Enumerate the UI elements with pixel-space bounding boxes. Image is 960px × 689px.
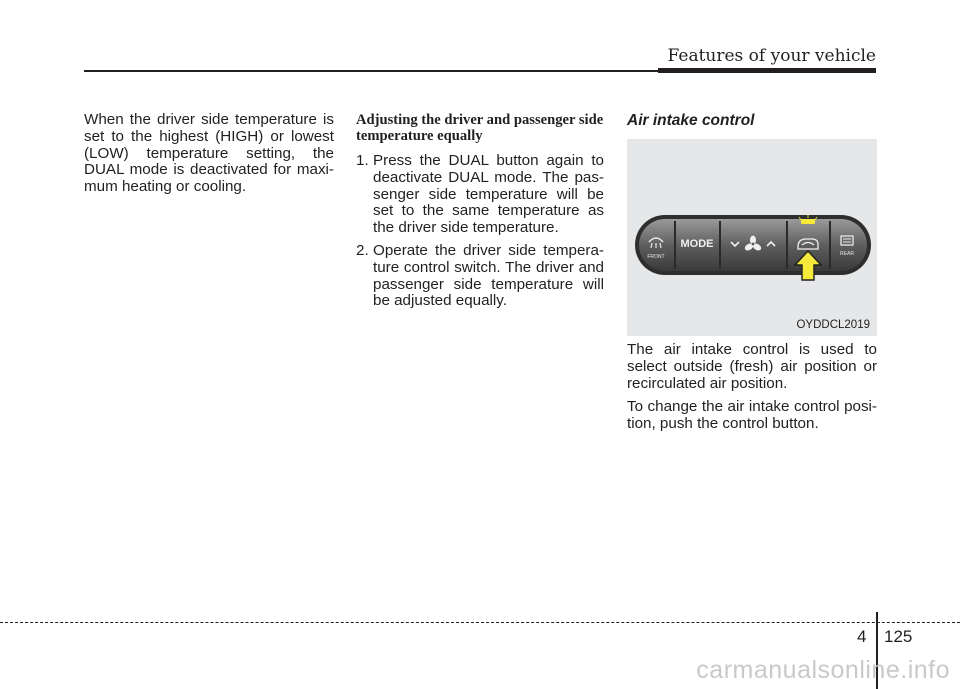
step-text: Operate the driver side tempera-ture control switch. The driver and passenger side temperature will be adjusted equally. bbox=[373, 241, 604, 310]
page-number: 125 bbox=[884, 627, 913, 646]
column-3-body bbox=[627, 342, 877, 440]
front-label: FRONT bbox=[647, 254, 665, 260]
mode-button[interactable] bbox=[681, 238, 714, 250]
step-number: 1. bbox=[356, 152, 369, 169]
running-header: Features of your vehicle bbox=[667, 46, 876, 66]
instruction-list bbox=[356, 153, 604, 310]
list-item bbox=[356, 243, 604, 310]
air-intake-description: The air intake control is used to select outside (fresh) air position or recirculated air position. bbox=[627, 341, 877, 392]
figure-code: OYDDCL2019 bbox=[796, 319, 870, 331]
rear-label: REAR bbox=[840, 251, 854, 257]
dual-mode-paragraph: When the driver side temperature is set to the highest (HIGH) or lowest (LOW) temperature setting, the DUAL mode is deactivated for maxi-mum heating or cooling. bbox=[84, 111, 334, 196]
header-rule-accent bbox=[658, 68, 876, 73]
step-text: Press the DUAL button again to deactivate DUAL mode. The pas-senger side temperature will be set to the same temperature as the driver side temperature. bbox=[373, 152, 604, 237]
control-panel-figure bbox=[627, 139, 877, 336]
column-1 bbox=[84, 112, 334, 196]
step-number: 2. bbox=[356, 241, 369, 259]
watermark: carmanualsonline.info bbox=[696, 656, 950, 684]
column-2 bbox=[356, 112, 604, 316]
subheading-equal-temperature: Adjusting the driver and passenger side temperature equally bbox=[356, 112, 604, 144]
mode-label: MODE bbox=[680, 238, 714, 250]
air-intake-instruction: To change the air intake control posi-tion, push the control button. bbox=[627, 398, 877, 433]
indicator-light bbox=[801, 219, 815, 224]
section-title: Air intake control bbox=[627, 112, 755, 129]
list-item bbox=[356, 153, 604, 237]
section-number: 4 bbox=[857, 627, 867, 646]
footer-rule bbox=[0, 622, 960, 623]
column-3-heading bbox=[627, 112, 877, 130]
climate-control-panel-illustration bbox=[627, 139, 877, 336]
